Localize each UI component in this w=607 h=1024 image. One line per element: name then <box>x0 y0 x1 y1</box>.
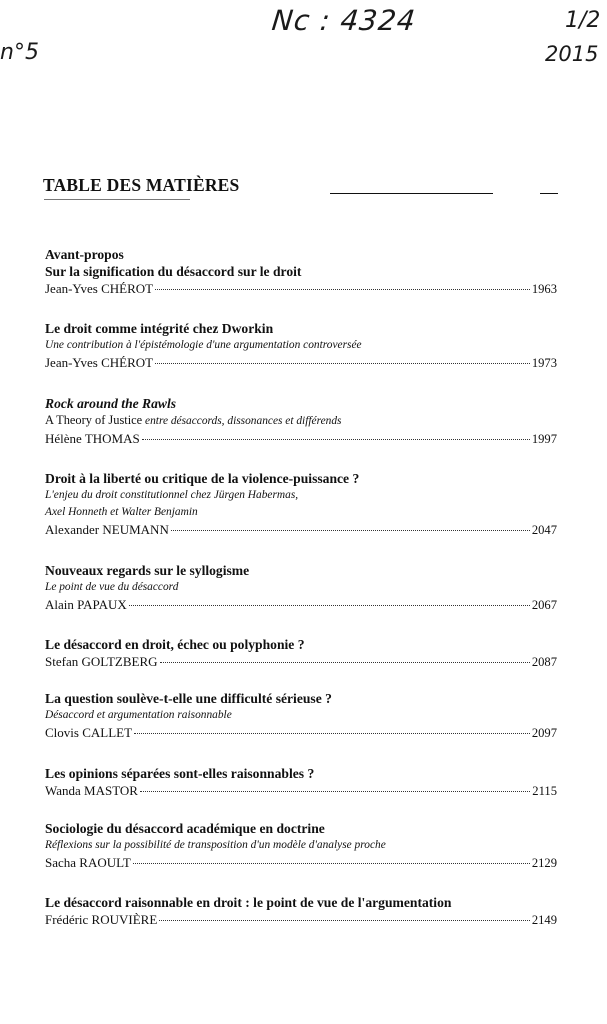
entry-author: Jean-Yves CHÉROT <box>45 355 154 370</box>
entry-title: Avant-propos <box>45 247 124 262</box>
entry-subtitle: Une contribution à l'épistémologie d'une argumentation controversée <box>45 339 362 351</box>
dot-leader <box>160 662 530 663</box>
entry-author: Jean-Yves CHÉROT <box>45 281 154 296</box>
handwritten-issue-number: n°5 <box>0 40 39 65</box>
entry-author-line <box>45 653 557 671</box>
entry-title: Le droit comme intégrité chez Dworkin <box>45 321 274 336</box>
toc-entry <box>45 562 557 614</box>
entry-subtitle: Réflexions sur la possibilité de transposition d'un modèle d'analyse proche <box>45 839 386 851</box>
entry-title: Rock around the Rawls <box>45 396 177 411</box>
entry-subtitle-line2: Axel Honneth et Walter Benjamin <box>45 506 198 518</box>
entry-page: 2129 <box>531 856 557 870</box>
dot-leader <box>155 289 530 290</box>
entry-subtitle: Le point de vue du désaccord <box>45 581 179 593</box>
entry-author: Wanda MASTOR <box>45 783 138 798</box>
entry-author: Alain PAPAUX <box>45 597 127 612</box>
entry-title: Le désaccord en droit, échec ou polyphonie ? <box>45 637 305 652</box>
entry-author-line <box>45 354 557 372</box>
title-rule <box>330 193 493 194</box>
entry-page: 2087 <box>531 655 557 669</box>
entry-author-line <box>45 854 557 872</box>
dot-leader <box>140 791 530 792</box>
entry-author-line <box>45 280 557 298</box>
entry-subtitle <box>45 412 557 430</box>
entry-page: 2097 <box>531 726 557 740</box>
entry-subtitle-italic: entre désaccords, dissonances et différends <box>145 415 342 427</box>
title-rule-short <box>540 193 558 194</box>
entry-title: La question soulève-t-elle une difficulté sérieuse ? <box>45 691 332 706</box>
entry-subtitle: L'enjeu du droit constitutionnel chez Jürgen Habermas, <box>45 489 299 501</box>
entry-author: Sacha RAOULT <box>45 855 131 870</box>
entry-subtitle: Désaccord et argumentation raisonnable <box>45 709 232 721</box>
entry-page: 2067 <box>531 598 557 612</box>
dot-leader <box>159 920 530 921</box>
toc-entry <box>45 470 557 539</box>
entry-author-line <box>45 782 557 800</box>
entry-author: Alexander NEUMANN <box>45 522 169 537</box>
entry-page: 2115 <box>532 784 557 798</box>
entry-author-line <box>45 911 557 929</box>
entry-page: 2149 <box>531 913 557 927</box>
entry-title: Le désaccord raisonnable en droit : le point de vue de l'argumentation <box>45 895 452 910</box>
entry-title-line2: Sur la signification du désaccord sur le droit <box>45 264 302 279</box>
entry-author: Stefan GOLTZBERG <box>45 654 158 669</box>
dot-leader <box>129 605 530 606</box>
entry-author-line <box>45 596 557 614</box>
toc-entry <box>45 894 557 929</box>
toc-entry <box>45 690 557 742</box>
title-underline <box>44 199 190 200</box>
handwritten-reference-number: Nc : 4324 <box>270 4 418 37</box>
toc-entry <box>45 820 557 872</box>
entry-page: 2047 <box>531 523 557 537</box>
entry-title: Sociologie du désaccord académique en doctrine <box>45 821 325 836</box>
entry-author-line <box>45 521 557 539</box>
handwritten-page-count: 1/2 <box>565 8 601 33</box>
entry-title: Les opinions séparées sont-elles raisonnables ? <box>45 766 315 781</box>
entry-author-line <box>45 724 557 742</box>
dot-leader <box>171 530 530 531</box>
entry-author: Frédéric ROUVIÈRE <box>45 912 158 927</box>
table-of-contents-title: TABLE DES MATIÈRES <box>43 175 240 195</box>
dot-leader <box>155 363 530 364</box>
entry-title: Droit à la liberté ou critique de la violence-puissance ? <box>45 471 360 486</box>
entry-page: 1997 <box>531 432 557 446</box>
entry-page: 1963 <box>531 282 557 296</box>
dot-leader <box>133 863 530 864</box>
entry-author: Clovis CALLET <box>45 725 133 740</box>
entry-title: Nouveaux regards sur le syllogisme <box>45 563 250 578</box>
toc-entry <box>45 246 557 298</box>
entry-author-line <box>45 430 557 448</box>
toc-entry <box>45 320 557 372</box>
toc-entry <box>45 395 557 448</box>
dot-leader <box>134 733 530 734</box>
handwritten-year: 2015 <box>545 42 599 66</box>
entry-subtitle-roman: A Theory of Justice <box>45 413 143 427</box>
entry-page: 1973 <box>531 356 557 370</box>
dot-leader <box>142 439 530 440</box>
toc-entry <box>45 636 557 671</box>
entry-author: Hélène THOMAS <box>45 431 140 446</box>
toc-entry <box>45 765 557 800</box>
